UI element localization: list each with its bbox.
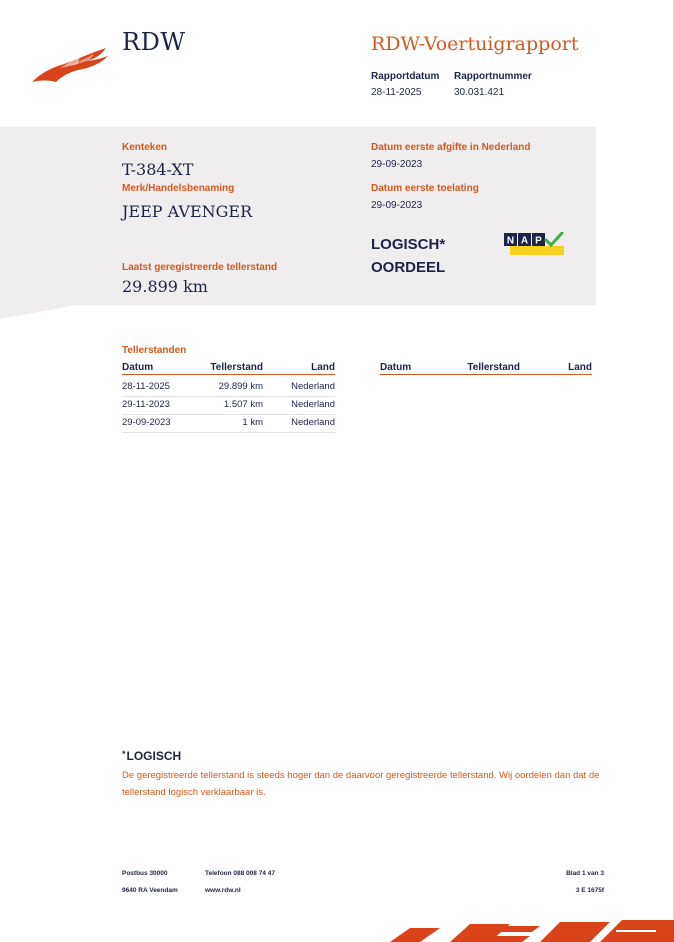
row3-datum: 29-09-2023 [122,417,171,428]
header-rule [122,374,335,375]
row1-datum: 28-11-2025 [122,381,170,392]
brand-name: RDW [122,28,186,56]
note-star: * [122,749,126,759]
svg-text:P: P [535,235,542,247]
vehicle-summary-panel [0,127,596,305]
header-rule-right [380,374,592,375]
nap-check-icon [504,232,566,256]
col2-land: Land [568,362,592,373]
report-title: RDW-Voertuigrapport [371,33,579,55]
kenteken-label: Kenteken [122,142,168,153]
col-datum: Datum [122,362,154,373]
row1-stand: 29.899 km [218,381,263,392]
row2-land: Nederland [291,399,335,410]
note-title-text: LOGISCH [126,749,182,763]
note-title [122,749,181,763]
row3-land: Nederland [291,417,335,428]
toelating-label: Datum eerste toelating [371,183,479,194]
oordeel-line2: OORDEEL [371,259,446,276]
rapportdatum-value: 28-11-2025 [371,87,422,98]
footer-blad: Blad 1 van 3 [566,870,604,877]
row-divider [122,414,335,415]
tellerstanden-title: Tellerstanden [122,345,187,356]
col2-tellerstand: Tellerstand [467,362,520,373]
svg-text:A: A [520,235,529,247]
col2-datum: Datum [380,362,412,373]
footer-code: 3 E 1675f [575,887,604,894]
footer-telefoon: Telefoon 088 008 74 47 [205,870,275,877]
footer-postbus: Postbus 30000 [122,870,168,877]
rapportnummer-label: Rapportnummer [454,71,532,82]
row-divider [122,432,335,433]
row2-stand: 1.507 km [223,399,263,410]
footer-adres: 9640 RA Veendam [122,887,178,894]
col-tellerstand: Tellerstand [210,362,263,373]
footer-website[interactable]: www.rdw.nl [205,887,241,894]
afgifte-value: 29-09-2023 [371,159,423,170]
row2-datum: 29-11-2023 [122,399,170,410]
svg-text:N: N [506,235,515,247]
toelating-value: 29-09-2023 [371,200,423,211]
merk-value: JEEP AVENGER [122,202,253,221]
tellerstand-value: 29.899 km [122,277,208,296]
row1-land: Nederland [291,381,335,392]
row3-stand: 1 km [242,417,263,428]
tellerstand-label: Laatst geregistreerde tellerstand [122,262,278,273]
afgifte-label: Datum eerste afgifte in Nederland [371,142,531,153]
oordeel-line1: LOGISCH* [371,236,446,253]
merk-label: Merk/Handelsbenaming [122,183,235,194]
rapportnummer-value: 30.031.421 [454,87,505,98]
rdw-logo-icon [30,44,110,84]
rapportdatum-label: Rapportdatum [371,71,440,82]
panel-tail [0,305,76,319]
kenteken-value: T-384-XT [122,160,194,179]
note-text: De geregistreerde tellerstand is steeds hoger dan de daarvoor geregistreerde tellerstand. Wij oordelen dan dat de tellerstand logisch verklaarbaar is. [122,770,600,798]
col-land: Land [311,362,335,373]
orange-stripes-icon [380,918,674,942]
row-divider [122,396,335,397]
